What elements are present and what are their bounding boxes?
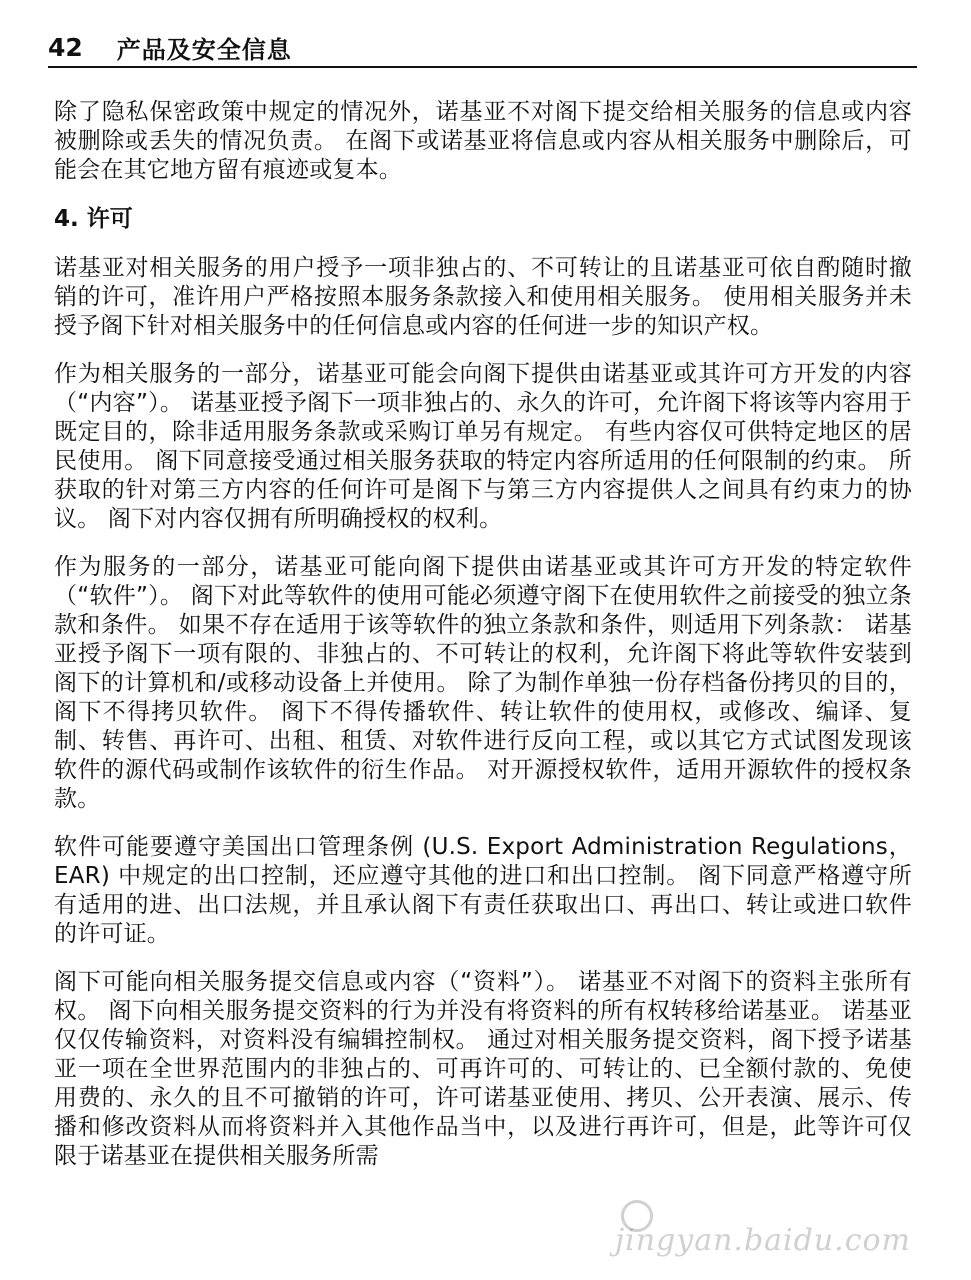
paragraph: 阁下可能向相关服务提交信息或内容（“资料”）。 诺基亚不对阁下的资料主张所有权。 阁下向相关服务提交资料的行为并没有将资料的所有权转移给诺基亚。 诺基亚仅仅传输资料，对资料没有编辑控制权。 通过对相关服务提交资料，阁下授予诺基亚一项在全世界范围内的非独占的、可再许可的、可转让的、已全额付款的、免使用费的、永久的且不可撤销的许可，许可诺基亚使用、拷贝、公开表演、展示、传播和修改资料从而将资料并入其他作品当中，以及进行再许可，但是，此等许可仅限于诺基亚在提供相关服务所需	[54, 969, 912, 1169]
paragraph: 作为相关服务的一部分，诺基亚可能会向阁下提供由诺基亚或其许可方开发的内容（“内容”）。 诺基亚授予阁下一项非独占的、永久的许可，允许阁下将该等内容用于既定目的，除非适用服务条款或采购订单另有规定。 有些内容仅可供特定地区的居民使用。 阁下同意接受通过相关服务获取的特定内容所适用的任何限制的约束。 所获取的针对第三方内容的任何许可是阁下与第三方内容提供人之间具有约束力的协议。 阁下对内容仅拥有所明确授权的权利。	[54, 361, 912, 532]
page-number: 42	[48, 32, 83, 62]
page-header	[48, 28, 917, 68]
document-body	[54, 98, 912, 1190]
watermark: jingyan.baidu.com	[614, 1223, 911, 1258]
paragraph: 作为服务的一部分，诺基亚可能向阁下提供由诺基亚或其许可方开发的特定软件（“软件”）。 阁下对此等软件的使用可能必须遵守阁下在使用软件之前接受的独立条款和条件。 如果不存在适用于该等软件的独立条款和条件，则适用下列条款： 诺基亚授予阁下一项有限的、非独占的、不可转让的权利，允许阁下将此等软件安装到阁下的计算机和/或移动设备上并使用。 除了为制作单独一份存档备份拷贝的目的，阁下不得拷贝软件。 阁下不得传播软件、转让软件的使用权，或修改、编译、复制、转售、再许可、出租、租赁、对软件进行反向工程，或以其它方式试图发现该软件的源代码或制作该软件的衍生作品。 对开源授权软件，适用开源软件的授权条款。	[54, 554, 912, 812]
paragraph: 除了隐私保密政策中规定的情况外，诺基亚不对阁下提交给相关服务的信息或内容被删除或丢失的情况负责。 在阁下或诺基亚将信息或内容从相关服务中删除后，可能会在其它地方留有痕迹或复本。	[54, 99, 912, 183]
header-title: 产品及安全信息	[116, 35, 292, 64]
paragraph: 软件可能要遵守美国出口管理条例 (U.S. Export Administration Regulations，EAR) 中规定的出口控制，还应遵守其他的进口和出口控制。 阁下同意严格遵守所有适用的进、出口法规，并且承认阁下有责任获取出口、再出口、转让或进口软件的许可证。	[54, 834, 912, 947]
paragraph: 诺基亚对相关服务的用户授予一项非独占的、不可转让的且诺基亚可依自酌随时撤销的许可，准许用户严格按照本服务条款接入和使用相关服务。 使用相关服务并未授予阁下针对相关服务中的任何信息或内容的任何进一步的知识产权。	[54, 255, 912, 339]
section-heading: 4. 许可	[54, 206, 133, 232]
